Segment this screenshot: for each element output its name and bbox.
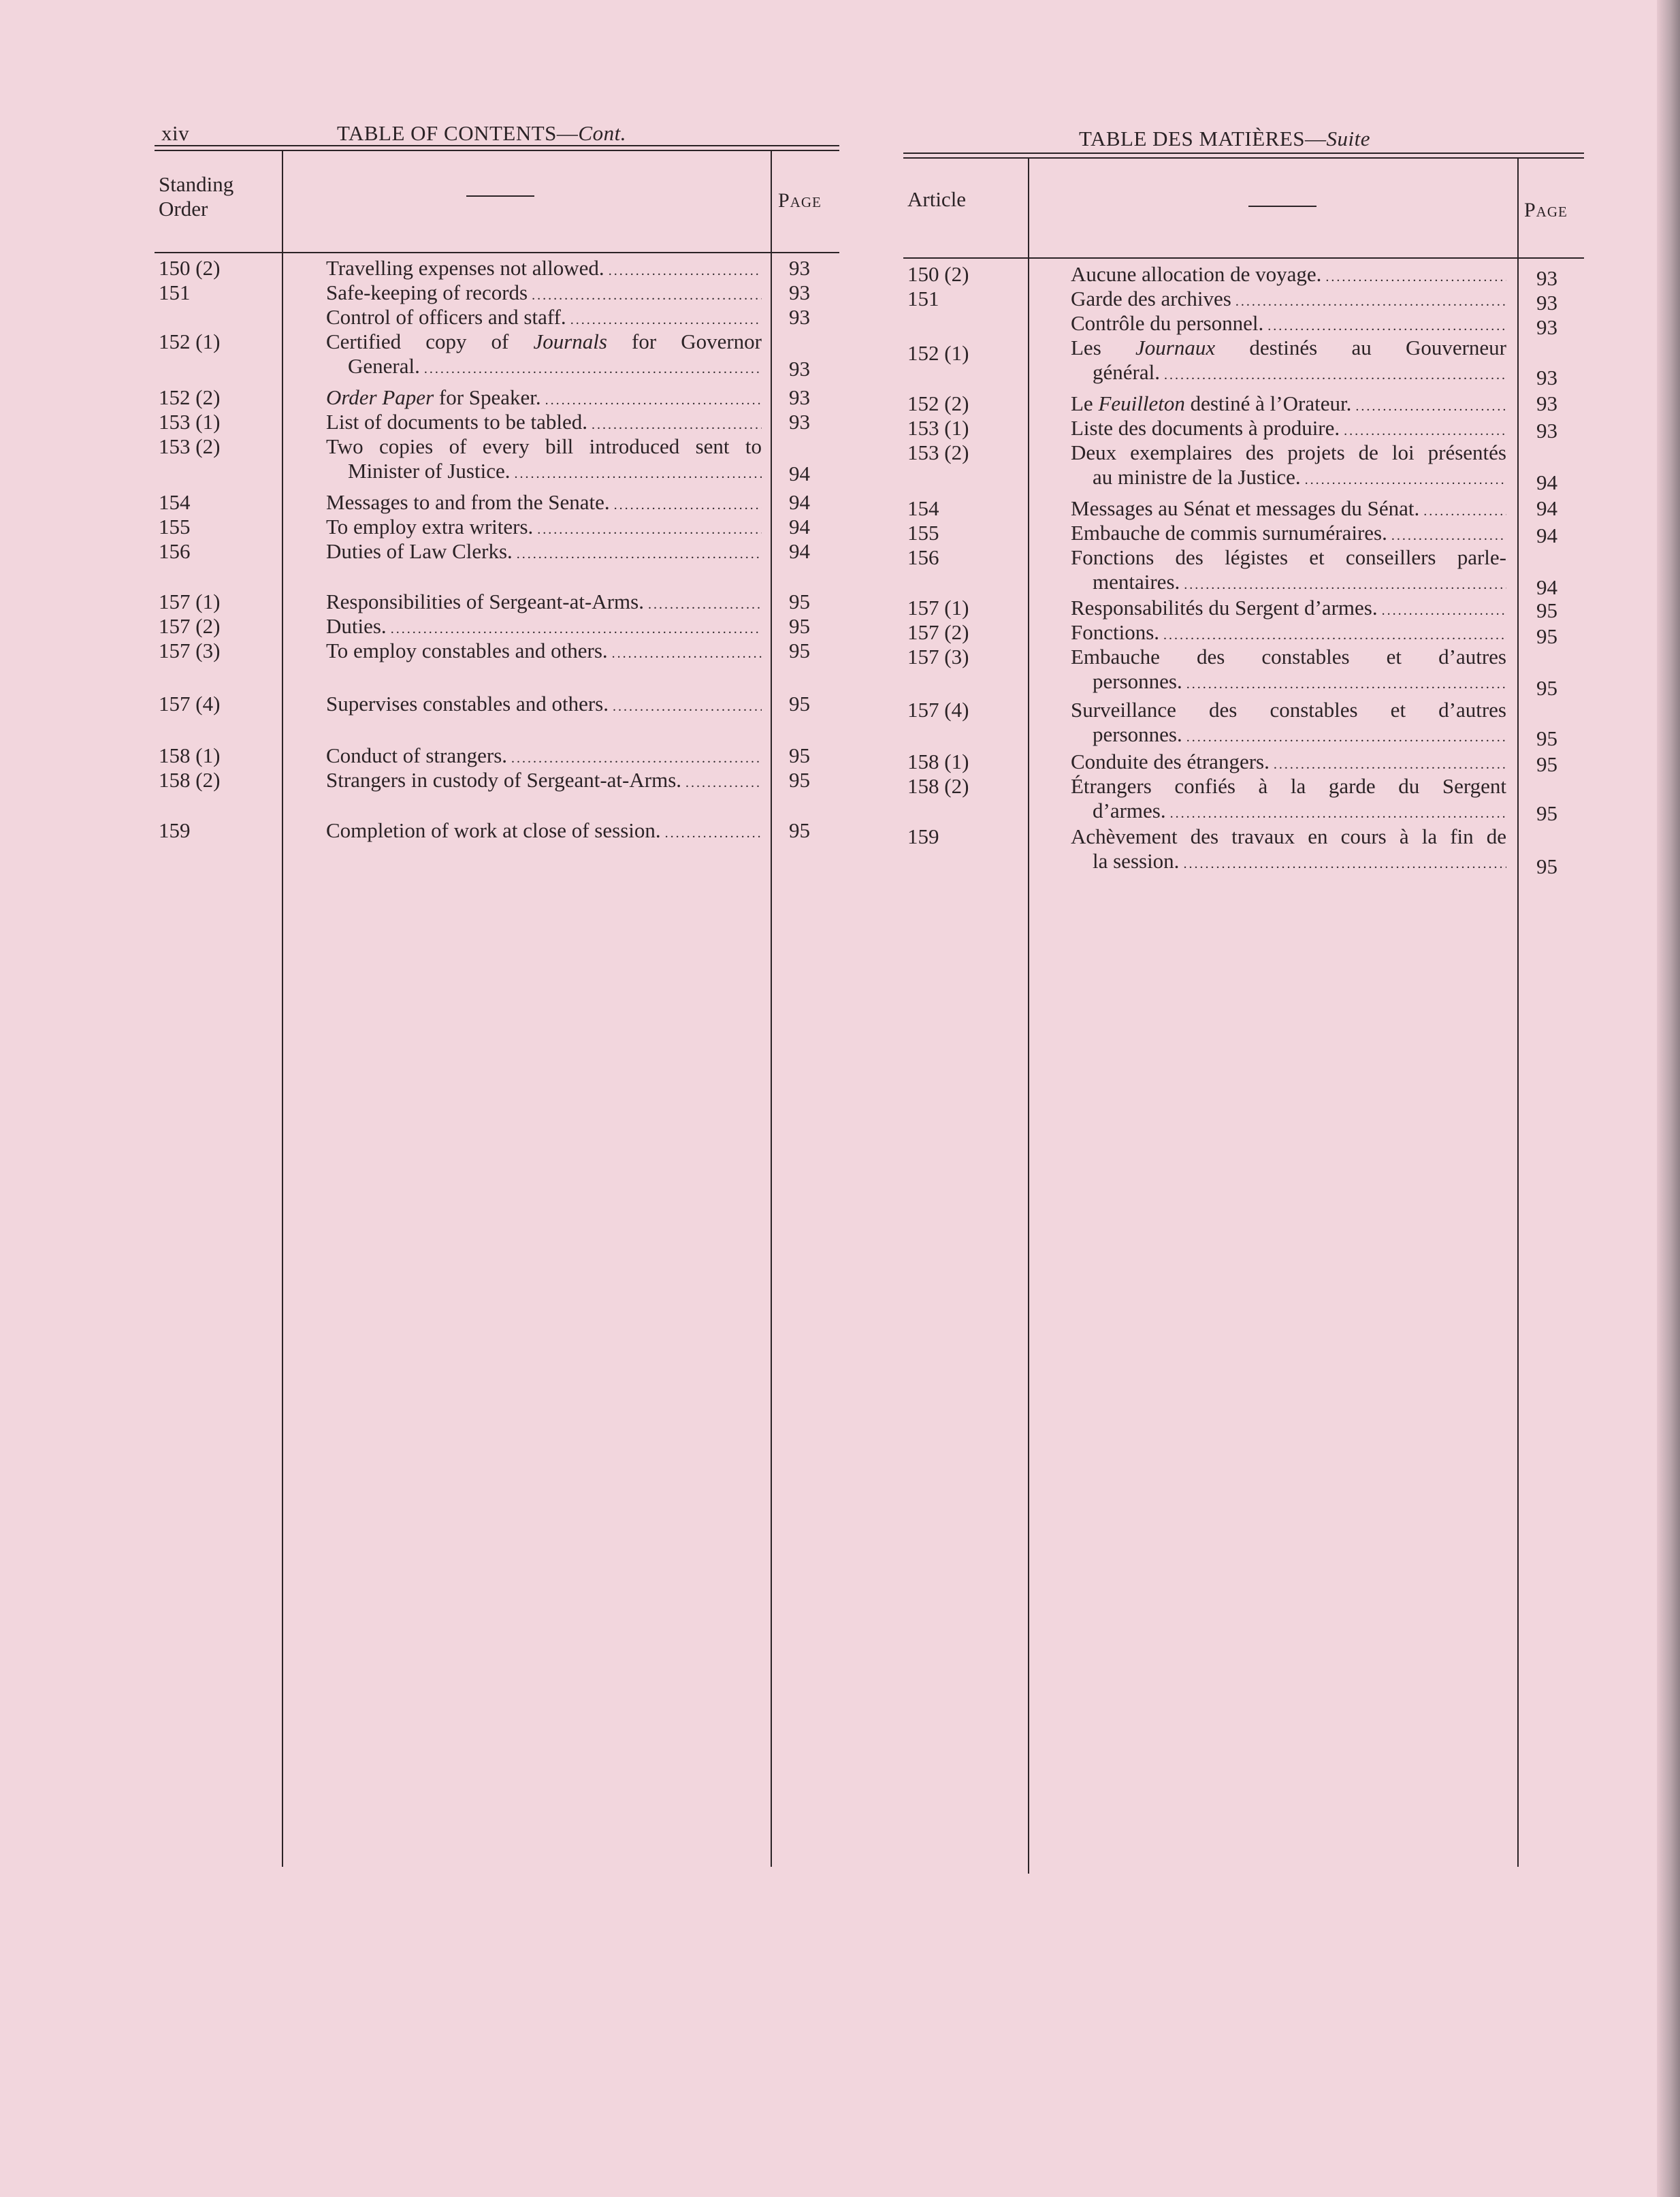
page-reference: 94 [1536, 470, 1557, 494]
entry-description: Liste des documents à produire. ..... [1071, 416, 1506, 443]
entry-description: Two copies of every bill introduced sent to Minister of Justice. ..... [326, 434, 762, 486]
page-reference: 93 [1536, 391, 1557, 415]
entry-description: Conduite des étrangers. ..... [1071, 750, 1506, 777]
dot-leader [517, 542, 762, 566]
order-number: 157 (3) [907, 645, 969, 669]
entry-description: Embauche des constables et d’autres personnes. ..... [1071, 645, 1506, 696]
order-number: 152 (1) [159, 330, 221, 353]
dot-leader [1355, 394, 1506, 419]
dot-leader [614, 493, 762, 517]
column-divider [282, 151, 283, 1867]
dot-leader [1184, 573, 1506, 597]
order-number: 157 (2) [907, 620, 969, 644]
page-reference: 95 [1536, 624, 1557, 648]
page-reference: 94 [1536, 524, 1557, 547]
page-reference: 95 [789, 743, 810, 767]
dot-leader [1344, 419, 1506, 443]
entry-description: Contrôle du personnel. ..... [1071, 311, 1506, 338]
entry-description: Certified copy of Journals for Governor General. ..... [326, 330, 762, 381]
entry-description: Supervises constables and others. ..... [326, 692, 762, 719]
entry-description: Duties. ..... [326, 614, 762, 641]
dot-leader [1163, 623, 1506, 647]
entry-description: Safe-keeping of records ..... [326, 280, 762, 308]
order-number: 153 (2) [907, 440, 969, 464]
page-reference: 95 [1536, 801, 1557, 825]
page-reference: 95 [1536, 598, 1557, 622]
column-header-dash [1248, 206, 1316, 207]
order-number: 158 (1) [907, 750, 969, 773]
page-reference: 93 [1536, 315, 1557, 339]
table-header-rule [155, 252, 839, 253]
entry-description: Messages au Sénat et messages du Sénat. ..... [1071, 496, 1506, 524]
dot-leader [424, 357, 762, 381]
page-reference: 95 [789, 590, 810, 613]
entry-description: Responsabilités du Sergent d’armes. ..... [1071, 596, 1506, 623]
order-number: 153 (2) [159, 434, 221, 458]
page-reference: 95 [1536, 726, 1557, 750]
order-number: 159 [907, 824, 939, 848]
dot-leader [1186, 672, 1506, 696]
page-reference: 95 [1536, 676, 1557, 700]
dot-leader [1274, 752, 1506, 777]
entry-description: To employ constables and others. ..... [326, 639, 762, 666]
entry-description: Messages to and from the Senate. ..... [326, 490, 762, 517]
order-number: 153 (1) [907, 416, 969, 440]
dot-leader [537, 517, 762, 542]
dot-leader [511, 746, 762, 771]
page-reference: 93 [789, 256, 810, 280]
entry-description: Le Feuilleton destiné à l’Orateur. ..... [1071, 391, 1506, 419]
order-number: 158 (2) [907, 774, 969, 798]
dot-leader [532, 283, 762, 308]
column-header-dash [466, 195, 534, 197]
order-number: 152 (2) [159, 385, 221, 409]
page-reference: 93 [789, 280, 810, 304]
dot-leader [1423, 499, 1506, 524]
entry-description: Embauche de commis surnuméraires. ..... [1071, 521, 1506, 548]
dot-leader [1382, 598, 1506, 623]
entry-description: Order Paper for Speaker. ..... [326, 385, 762, 413]
page-title: TABLE OF CONTENTS—Cont. [337, 121, 626, 145]
column-divider [771, 151, 772, 1867]
entry-description: Surveillance des constables et d’autres personnes. ..... [1071, 698, 1506, 750]
order-number: 153 (1) [159, 410, 221, 434]
column-header-number: Standing Order [159, 172, 234, 221]
dot-leader [1267, 314, 1506, 338]
order-number: 158 (1) [159, 743, 221, 767]
order-number: 155 [907, 521, 939, 545]
page-reference: 94 [789, 539, 810, 563]
entry-description: Travelling expenses not allowed. ..... [326, 256, 762, 283]
order-number: 157 (4) [159, 692, 221, 716]
order-number: 154 [159, 490, 191, 514]
page-reference: 93 [789, 410, 810, 434]
order-number: 152 (2) [907, 391, 969, 415]
entry-description: Les Journaux destinés au Gouverneur général. ..... [1071, 336, 1506, 387]
dot-leader [592, 413, 762, 437]
page-reference: 95 [789, 639, 810, 662]
page-reference: 94 [789, 490, 810, 514]
dot-leader [613, 694, 762, 719]
page-reference: 93 [789, 385, 810, 409]
entry-description: Strangers in custody of Sergeant-at-Arms. ..... [326, 768, 762, 795]
order-number: 151 [907, 287, 939, 310]
order-number: 158 (2) [159, 768, 221, 792]
page-reference: 95 [789, 818, 810, 842]
page-reference: 93 [1536, 366, 1557, 389]
dot-leader [1325, 265, 1506, 289]
order-number: 154 [907, 496, 939, 520]
page-reference: 94 [789, 462, 810, 485]
page-reference: 94 [789, 515, 810, 539]
entry-description: Achèvement des travaux en cours à la fin de la session. ..... [1071, 824, 1506, 876]
column-header-number: Article [907, 187, 967, 211]
order-number: 156 [907, 545, 939, 569]
entry-description: To employ extra writers. ..... [326, 515, 762, 542]
dot-leader [391, 617, 762, 641]
dot-leader [665, 821, 762, 846]
page-reference: 93 [1536, 266, 1557, 290]
english-table [155, 0, 839, 2197]
page-reference: 95 [1536, 752, 1557, 776]
dot-leader [685, 771, 762, 795]
column-divider [1028, 158, 1029, 1874]
column-divider [1517, 158, 1519, 1867]
french-table [903, 0, 1584, 2197]
dot-leader [1186, 725, 1506, 750]
running-header [155, 114, 839, 148]
page-reference: 94 [1536, 575, 1557, 599]
dot-leader [1170, 801, 1506, 826]
dot-leader [570, 308, 762, 332]
order-number: 159 [159, 818, 191, 842]
dot-leader [515, 462, 762, 486]
table-header-rule [903, 257, 1584, 259]
column-header-page: Page [1524, 199, 1568, 221]
order-number: 157 (4) [907, 698, 969, 722]
order-number: 150 (2) [907, 262, 969, 286]
order-number: 156 [159, 539, 191, 563]
entry-description: Completion of work at close of session. ..... [326, 818, 762, 846]
entry-description: Garde des archives ..... [1071, 287, 1506, 314]
entry-description: Fonctions. ..... [1071, 620, 1506, 647]
dot-leader [1391, 524, 1506, 548]
page-reference: 93 [1536, 419, 1557, 443]
running-header [903, 114, 1584, 148]
entry-description: Control of officers and staff. ..... [326, 305, 762, 332]
page-number: xiv [161, 121, 190, 145]
dot-leader [1235, 289, 1506, 314]
order-number: 152 (1) [907, 341, 969, 365]
dot-leader [1183, 852, 1506, 876]
entry-description: Fonctions des légistes et conseillers parle- mentaires. ..... [1071, 545, 1506, 597]
dot-leader [1305, 468, 1506, 492]
entry-description: Conduct of strangers. ..... [326, 743, 762, 771]
page-reference: 95 [1536, 854, 1557, 878]
header-rule [903, 153, 1584, 159]
page-reference: 93 [789, 305, 810, 329]
page-reference: 95 [789, 692, 810, 716]
page-title: TABLE DES MATIÈRES—Suite [1079, 127, 1371, 150]
page-reference: 93 [789, 357, 810, 381]
page-reference: 95 [789, 614, 810, 638]
order-number: 157 (2) [159, 614, 221, 638]
page-reference: 95 [789, 768, 810, 792]
entry-description: Étrangers confiés à la garde du Sergent d’armes. ..... [1071, 774, 1506, 826]
entry-description: Deux exemplaires des projets de loi présentés au ministre de la Justice. ..... [1071, 440, 1506, 492]
order-number: 157 (1) [907, 596, 969, 620]
header-rule [155, 145, 839, 151]
page-reference: 93 [1536, 291, 1557, 315]
page-edge-shadow [1657, 0, 1680, 2197]
order-number: 157 (1) [159, 590, 221, 613]
order-number: 155 [159, 515, 191, 539]
order-number: 151 [159, 280, 191, 304]
dot-leader [648, 592, 762, 617]
order-number: 157 (3) [159, 639, 221, 662]
page-reference: 94 [1536, 496, 1557, 520]
order-number: 150 (2) [159, 256, 221, 280]
entry-description: Duties of Law Clerks. ..... [326, 539, 762, 566]
entry-description: List of documents to be tabled. ..... [326, 410, 762, 437]
column-header-page: Page [778, 189, 822, 212]
entry-description: Responsibilities of Sergeant-at-Arms. ..... [326, 590, 762, 617]
dot-leader [545, 388, 762, 413]
dot-leader [612, 641, 762, 666]
dot-leader [609, 259, 762, 283]
entry-description: Aucune allocation de voyage. ..... [1071, 262, 1506, 289]
dot-leader [1164, 363, 1506, 387]
